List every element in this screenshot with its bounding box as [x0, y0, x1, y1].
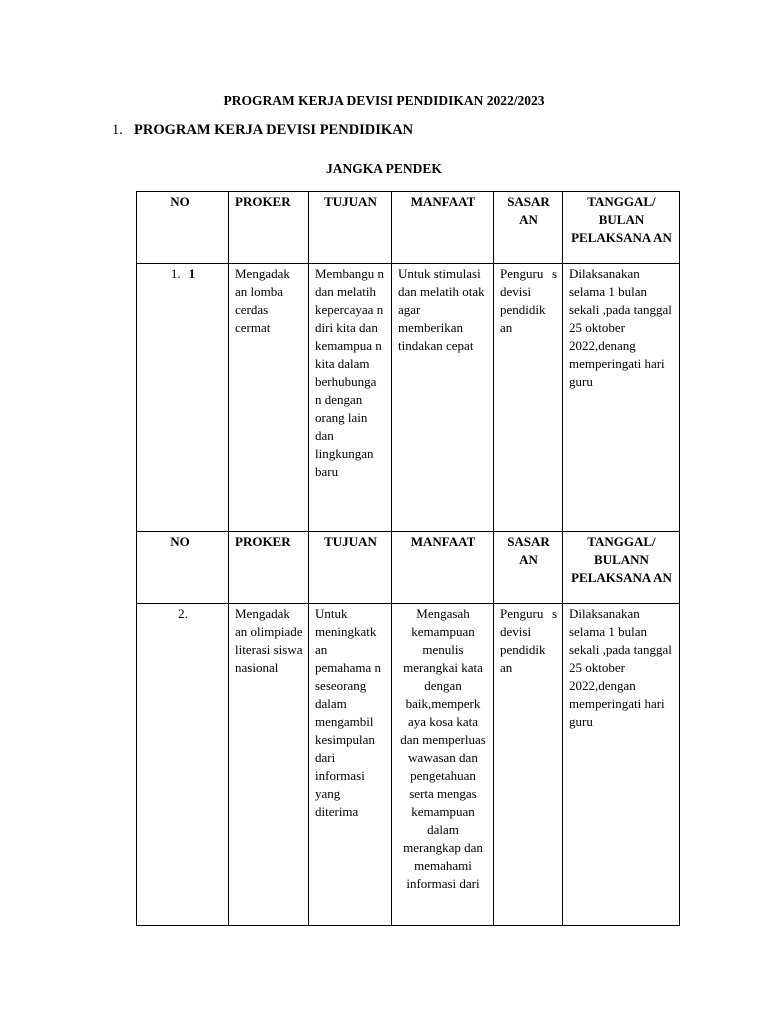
row-number-cell [137, 264, 229, 532]
header-tanggal: TANGGAL/ BULANN PELAKSANA AN [563, 532, 680, 604]
table-header-row [137, 532, 680, 604]
table-row [137, 264, 680, 532]
section-number: 1. [112, 122, 123, 138]
manfaat-cell: Untuk stimulasi dan melatih otak agar memberikan tindakan cepat [392, 264, 494, 532]
section-title: PROGRAM KERJA DEVISI PENDIDIKAN [134, 122, 414, 138]
row-number: 1. [170, 266, 181, 281]
manfaat-cell: Mengasah kemampuan menulis merangkai kata dengan baik,memperk aya kosa kata dan memperluas wawasan dan pengetahuan serta mengas kemampuan dalam merangkap dan memahami informasi dari [392, 604, 494, 926]
header-tujuan: TUJUAN [309, 192, 392, 264]
sasaran-cell: Penguru s devisi pendidik an [494, 264, 563, 532]
header-sasaran: SASAR AN [494, 532, 563, 604]
header-proker: PROKER [229, 192, 309, 264]
row-number: 2. [178, 606, 188, 621]
proker-cell: Mengadak an lomba cerdas cermat [229, 264, 309, 532]
header-tujuan: TUJUAN [309, 532, 392, 604]
header-proker: PROKER [229, 532, 309, 604]
row-number-cell [137, 604, 229, 926]
document-title: PROGRAM KERJA DEVISI PENDIDIKAN 2022/2023 [223, 93, 545, 108]
tujuan-cell: Untuk meningkatk an pemahama n seseorang dalam mengambil kesimpulan dari informasi yang diterima [309, 604, 392, 926]
proker-cell: Mengadak an olimpiade literasi siswa nasional [229, 604, 309, 926]
row-number-extra: 1 [188, 266, 196, 281]
table-header-row [137, 192, 680, 264]
header-tanggal: TANGGAL/ BULAN PELAKSANA AN [563, 192, 680, 264]
header-no: NO [137, 192, 229, 264]
header-manfaat: MANFAAT [392, 532, 494, 604]
header-manfaat: MANFAAT [392, 192, 494, 264]
header-no: NO [137, 532, 229, 604]
program-table [136, 191, 680, 926]
sasaran-cell: Penguru s devisi pendidik an [494, 604, 563, 926]
tanggal-cell: Dilaksanakan selama 1 bulan sekali ,pada tanggal 25 oktober 2022,dengan memperingati hari guru [563, 604, 680, 926]
section-heading [112, 122, 413, 139]
document-subtitle: JANGKA PENDEK [326, 161, 442, 176]
tanggal-cell: Dilaksanakan selama 1 bulan sekali ,pada tanggal 25 oktober 2022,denang memperingati hari guru [563, 264, 680, 532]
tujuan-cell: Membangu n dan melatih kepercayaa n diri kita dan kemampua n kita dalam berhubunga n dengan orang lain dan lingkungan baru [309, 264, 392, 532]
table-row [137, 604, 680, 926]
header-sasaran: SASAR AN [494, 192, 563, 264]
